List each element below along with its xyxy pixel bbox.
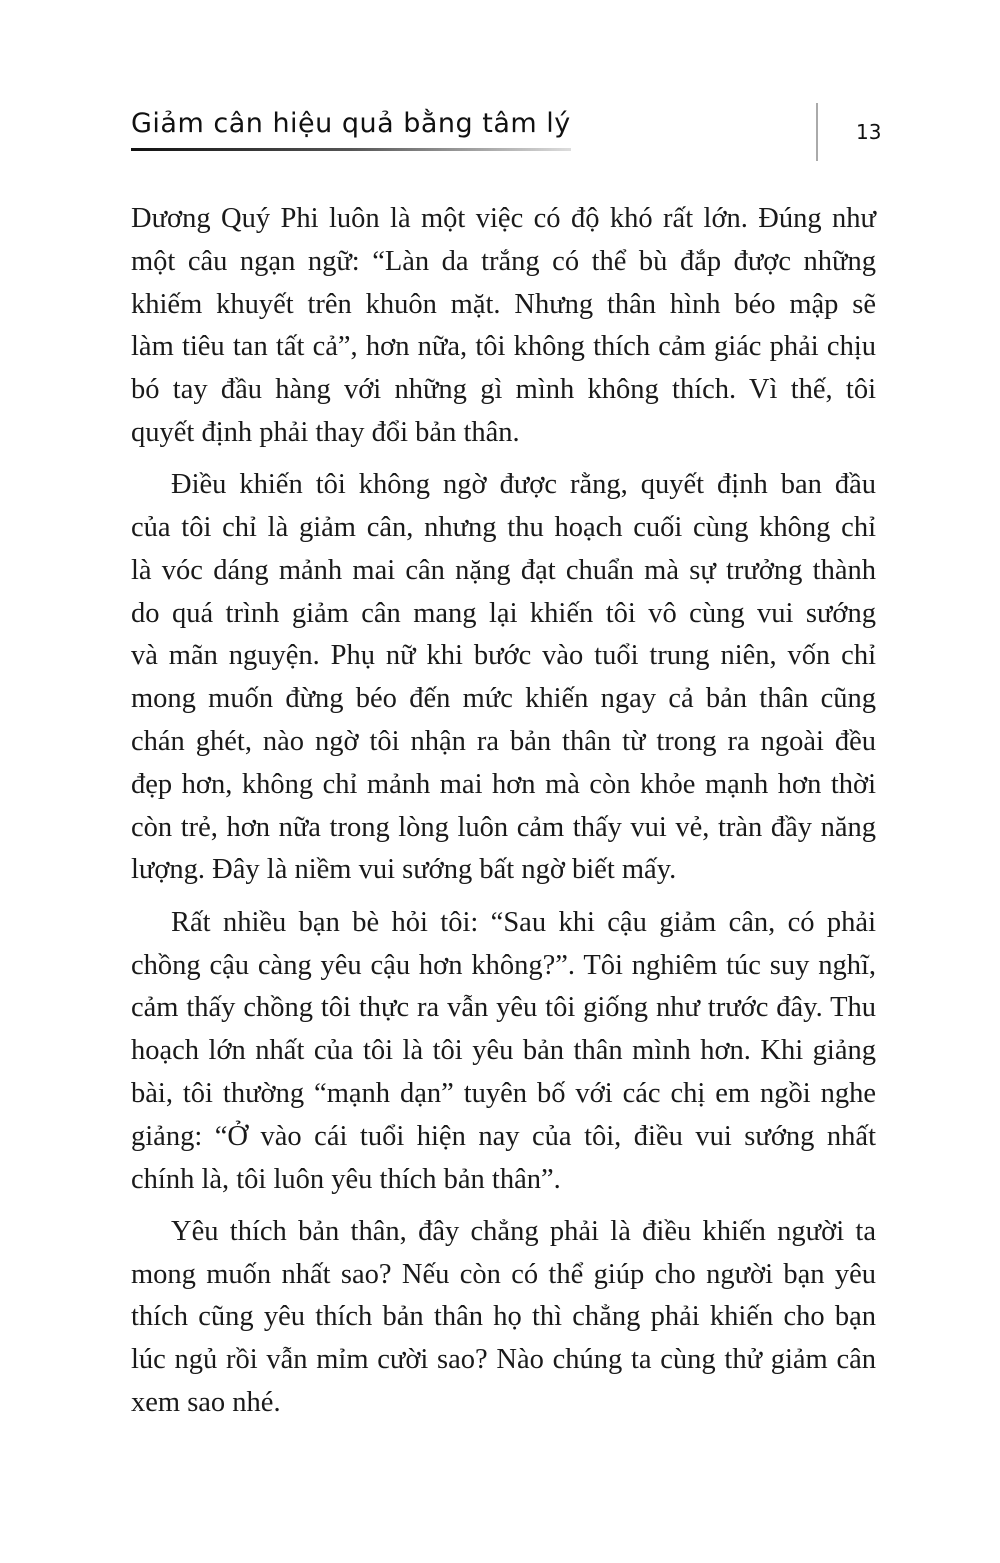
header-divider: [816, 103, 818, 161]
text-line: Dương Quý Phi luôn là một việc có độ khó rất lớn. Đúng như: [131, 203, 876, 234]
text-line: bó tay đầu hàng với những gì mình không thích. Vì thế, tôi: [131, 374, 876, 406]
text-line: hoạch lớn nhất của tôi là tôi yêu bản thân mình hơn. Khi giảng: [131, 1035, 876, 1067]
text-line: làm tiêu tan tất cả”, hơn nữa, tôi không thích cảm giác phải chịu: [131, 331, 876, 363]
text-line: còn trẻ, hơn nữa trong lòng luôn cảm thấy vui vẻ, tràn đầy năng: [131, 811, 876, 843]
text-line: Yêu thích bản thân, đây chẳng phải là điều khiến người ta: [171, 1215, 876, 1247]
text-line: xem sao nhé.: [131, 1387, 281, 1419]
text-line: lượng. Đây là niềm vui sướng bất ngờ biết mấy.: [131, 854, 677, 886]
text-line: của tôi chỉ là giảm cân, nhưng thu hoạch cuối cùng không chỉ: [131, 512, 876, 544]
page-number: 13: [856, 120, 882, 144]
paragraph: [131, 464, 876, 892]
text-line: một câu ngạn ngữ: “Làn da trắng có thể bù đắp được những: [131, 245, 876, 277]
header-title: Giảm cân hiệu quả bằng tâm lý: [131, 108, 571, 139]
text-line: bài, tôi thường “mạnh dạn” tuyên bố với các chị em ngồi nghe: [131, 1077, 876, 1109]
paragraph: [131, 198, 876, 455]
text-line: quyết định phải thay đổi bản thân.: [131, 416, 520, 448]
paragraph: [131, 902, 876, 1202]
text-line: khiếm khuyết trên khuôn mặt. Nhưng thân hình béo mập sẽ: [131, 288, 876, 320]
text-line: do quá trình giảm cân mang lại khiến tôi vô cùng vui sướng: [131, 597, 876, 629]
text-line: cảm thấy chồng tôi thực ra vẫn yêu tôi giống như trước đây. Thu: [131, 992, 876, 1024]
text-line: mong muốn nhất sao? Nếu còn có thể giúp cho người bạn yêu: [131, 1258, 876, 1290]
text-line: chính là, tôi luôn yêu thích bản thân”.: [131, 1163, 561, 1195]
text-line: thích cũng yêu thích bản thân họ thì chẳng phải khiến cho bạn: [131, 1301, 876, 1333]
text-line: Rất nhiều bạn bè hỏi tôi: “Sau khi cậu giảm cân, có phải: [171, 906, 876, 938]
text-line: đẹp hơn, không chỉ mảnh mai hơn mà còn khỏe mạnh hơn thời: [131, 768, 876, 800]
text-line: và mãn nguyện. Phụ nữ khi bước vào tuổi trung niên, vốn chỉ: [131, 640, 876, 672]
text-line: mong muốn đừng béo đến mức khiến ngay cả bản thân cũng: [131, 683, 876, 715]
text-line: chán ghét, nào ngờ tôi nhận ra bản thân từ trong ra ngoài đều: [131, 726, 876, 758]
header-underline: [131, 148, 571, 151]
text-line: là vóc dáng mảnh mai cân nặng đạt chuẩn mà sự trưởng thành: [131, 554, 876, 586]
text-line: Điều khiến tôi không ngờ được rằng, quyết định ban đầu: [171, 469, 876, 501]
text-line: lúc ngủ rồi vẫn mỉm cười sao? Nào chúng ta cùng thử giảm cân: [131, 1344, 876, 1376]
body-text: [131, 198, 876, 1434]
paragraph: [131, 1211, 876, 1425]
text-line: giảng: “Ở vào cái tuổi hiện nay của tôi, điều vui sướng nhất: [131, 1120, 876, 1152]
text-line: chồng cậu càng yêu cậu hơn không?”. Tôi nghiêm túc suy nghĩ,: [131, 949, 876, 981]
